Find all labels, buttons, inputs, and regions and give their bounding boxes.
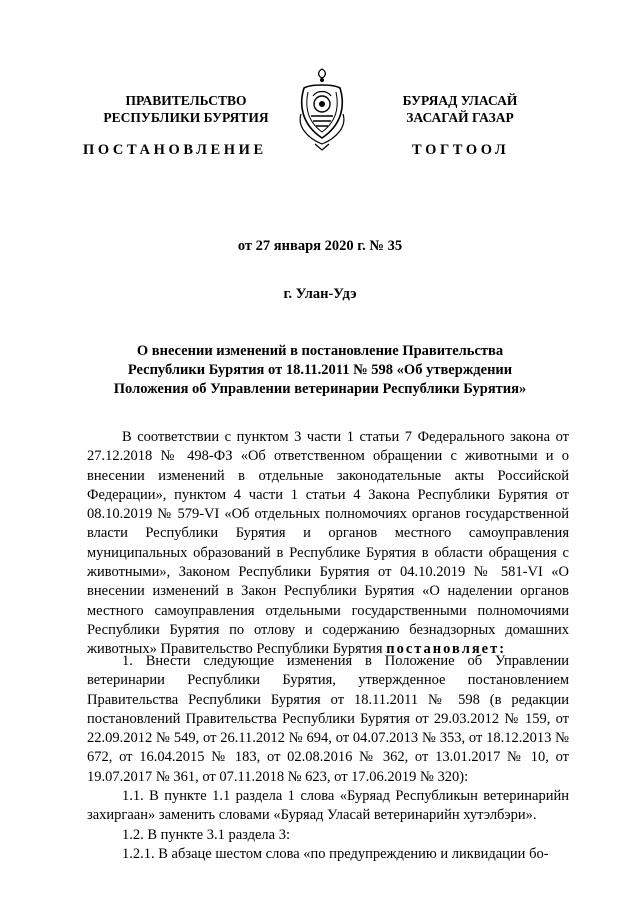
subject-title	[80, 342, 560, 399]
preamble-paragraph	[87, 428, 569, 660]
doc-type-ru: ПОСТАНОВЛЕНИЕ	[83, 142, 267, 158]
issuer-ru-line1: ПРАВИТЕЛЬСТВО	[125, 93, 247, 108]
preamble-block	[87, 428, 569, 660]
issuer-bua-line2: ЗАСАГАЙ ГАЗАР	[406, 110, 514, 125]
doc-type-bua: ТОГТООЛ	[412, 142, 510, 158]
item-paragraph: 1.2.1. В абзаце шестом слова «по предупреждению и ликвидации бо-	[122, 845, 549, 862]
issuer-ru-line2: РЕСПУБЛИКИ БУРЯТИЯ	[103, 110, 269, 125]
subject-line: Республики Бурятия от 18.11.2011 № 598 «Об утверждении	[127, 362, 513, 378]
resolves-word: постановляет:	[386, 641, 507, 658]
date-and-number: от 27 января 2020 г. № 35	[237, 238, 403, 254]
subject-line: Положения об Управлении ветеринарии Республики Бурятия»	[113, 381, 527, 397]
items-block	[87, 652, 569, 864]
issuer-bua-line1: БУРЯАД УЛАСАЙ	[402, 93, 518, 108]
issuer-bua	[375, 92, 545, 126]
item-paragraph: 1.1. В пункте 1.1 раздела 1 слова «Буряад Республикын ветеринарийн захиргаан» заменить словами «Буряад Уласай ветеринарийн хутэлбэри».	[87, 788, 569, 824]
subject-line: О внесении изменений в постановление Правительства	[136, 343, 504, 359]
item-paragraph: 1. Внести следующие изменения в Положение об Управлении ветеринарии Республики Бурятия, утвержденное постановлением Правительства Республики Бурятия от 18.11.2011 № 598 (в редакции постановлений Правительства Республики Бурятия от 29.03.2012 № 159, от 22.09.2012 № 549, от 26.11.2012 № 694, от 04.07.2013 № 353, от 18.12.2013 № 672, от 16.04.2015 № 183, от 02.08.2016 № 362, от 13.01.2017 № 10, от 19.07.2017 № 361, от 07.11.2018 № 623, от 17.06.2019 № 320):	[87, 653, 569, 785]
coat-of-arms-emblem	[295, 66, 349, 152]
item-paragraph: 1.2. В пункте 3.1 раздела 3:	[122, 826, 290, 843]
preamble-text: В соответствии с пунктом 3 части 1 статьи 7 Федерального закона от 27.12.2018 № 498-ФЗ «Об ответственном обращении с животными и о внесении изменений в отдельные законодательные акты Российской Федерации», пунктом 4 части 1 статьи 4 Закона Республики Бурятия от 08.10.2019 № 579-VI «Об отдельных полномочиях органов государственной власти Республики Бурятия и органов местного самоуправления муниципальных образований в Республике Бурятия в области обращения с животными», Законом Республики Бурятия от 04.10.2019 № 581-VI «О внесении изменений в Закон Республики Бурятия «О наделении органов местного самоуправления отдельными государственными полномочиями Республики Бурятия по отлову и содержанию безнадзорных домашних животных» Правительство Республики Бурятия	[87, 429, 569, 658]
city: г. Улан-Удэ	[283, 286, 357, 302]
issuer-ru	[96, 92, 276, 126]
